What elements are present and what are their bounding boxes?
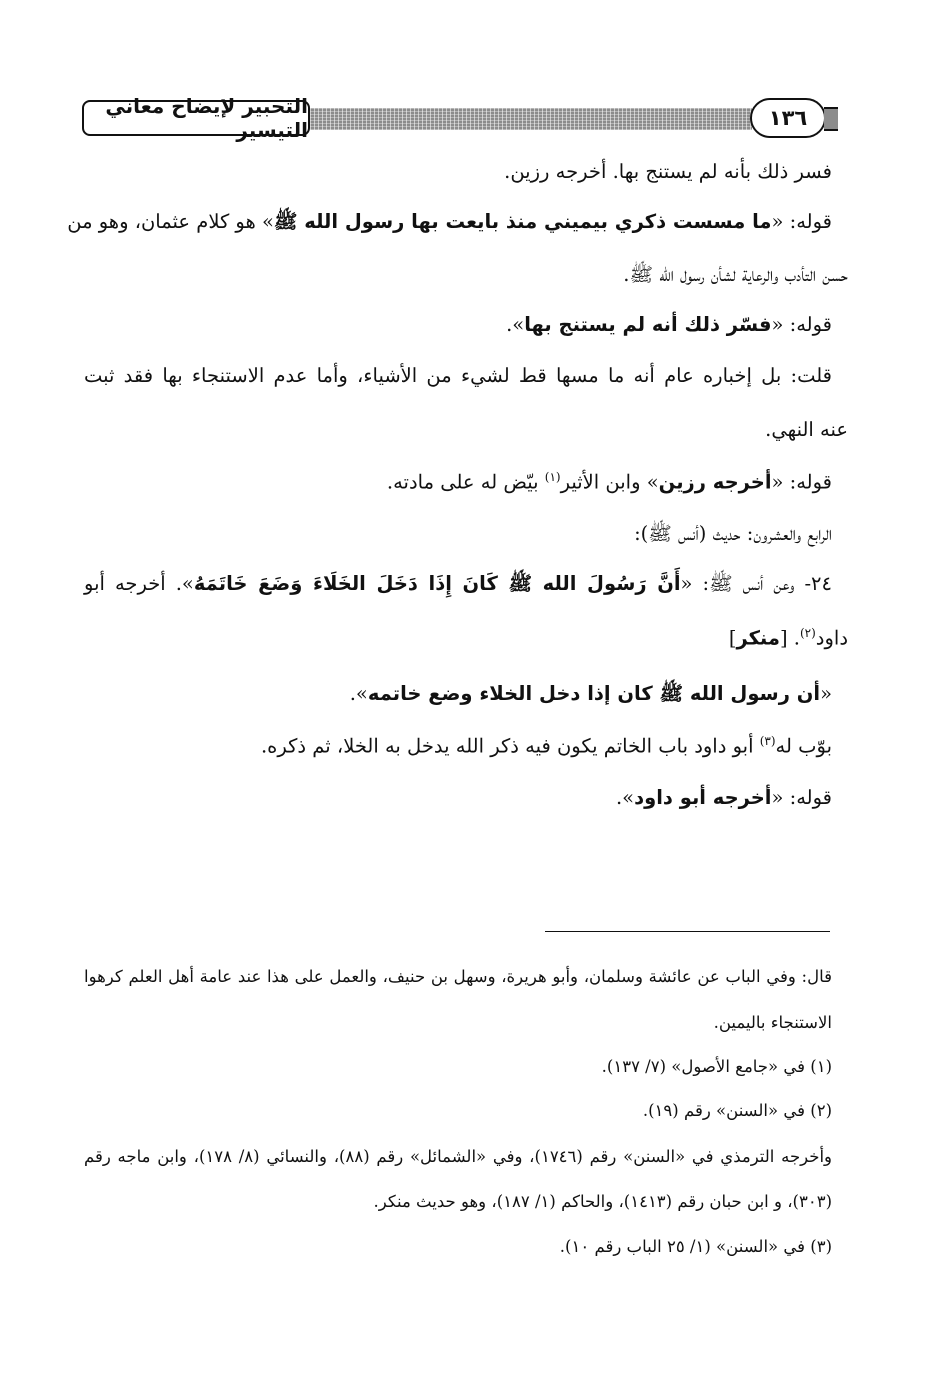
page-number-oval: [750, 98, 826, 138]
header-pattern-band: [310, 108, 752, 130]
text-line: قوله: «أخرجه رزين» وابن الأثير$^{(١)}$ بيّض له على مادته.: [386, 470, 832, 494]
footnote-3: (٣) في «السنن» (١/ ٢٥ الباب رقم ١٠).: [559, 1237, 832, 1256]
section-heading: الرابع والعشرون: حديث (أنس ﷺ):: [634, 522, 832, 545]
footnote-line: وأخرجه الترمذي في «السنن» رقم (١٧٤٦)، وفي «الشمائل» رقم (٨٨)، والنسائي (٨/ ١٧٨)، وابن ماجه رقم: [84, 1147, 833, 1166]
grading-label: منكر: [736, 626, 780, 650]
footnote-line: (٣٠٣)، و ابن حبان رقم (١٤١٣)، والحاكم (١/ ١٨٧)، وهو حديث منكر.: [373, 1192, 832, 1211]
text-line: قوله: «أخرجه أبو داود».: [615, 786, 832, 809]
text-line: عنه النهي.: [765, 418, 848, 441]
text-line: قلت: بل إخباره عام أنه ما مسها قط لشيء من الأشياء، وأما عدم الاستنجاء بها فقد ثبت: [84, 364, 832, 387]
header-ornament-end: [824, 107, 838, 131]
footnote-separator: [545, 931, 830, 932]
footnote-ref: (٢): [799, 626, 816, 640]
footnote-1: (١) في «جامع الأصول» (٧/ ١٣٧).: [601, 1057, 832, 1076]
footnote-2: (٢) في «السنن» رقم (١٩).: [642, 1101, 832, 1120]
text-line: فسر ذلك بأنه لم يستنج بها. أخرجه رزين.: [504, 160, 832, 183]
footnote-line: الاستنجاء باليمين.: [713, 1013, 832, 1032]
footnote-line: قال: وفي الباب عن عائشة وسلمان، وأبو هريرة، وسهل بن حنيف، والعمل على هذا عند عامة أهل العلم كرهوا: [84, 967, 832, 986]
text-line: قوله: «فسّر ذلك أنه لم يستنج بها».: [506, 313, 832, 336]
running-header: [82, 96, 838, 142]
text-line: «أن رسول الله ﷺ كان إذا دخل الخلاء وضع خاتمه».: [349, 682, 832, 705]
text-line: داود$^{(٢)}$. [منكر]: [728, 626, 848, 650]
footnote-ref: (١): [544, 470, 561, 484]
book-title: التحبير لإيضاح معاني التيسير: [105, 94, 308, 142]
footnote-ref: (٣): [759, 734, 776, 748]
text-line: بوّب له$^{(٣)}$ أبو داود باب الخاتم يكون فيه ذكر الله يدخل به الخلا، ثم ذكره.: [260, 734, 832, 758]
book-title-box: [82, 94, 310, 142]
page-number: ١٣٦: [768, 106, 808, 130]
hadith-line: ٢٤- وعن أنس ﷺ: «أَنَّ رَسُولَ الله ﷺ كَانَ إِذَا دَخَلَ الخَلَاءَ وَضَعَ خَاتَمَهُ». أخرجه أبو: [84, 572, 832, 595]
text-line: حسن التأدب والرعاية لشأن رسول الله ﷺ.: [623, 263, 848, 286]
text-line: قوله: «ما مسست ذكري بيميني منذ بايعت بها رسول الله ﷺ» هو كلام عثمان، وهو من: [67, 210, 832, 233]
